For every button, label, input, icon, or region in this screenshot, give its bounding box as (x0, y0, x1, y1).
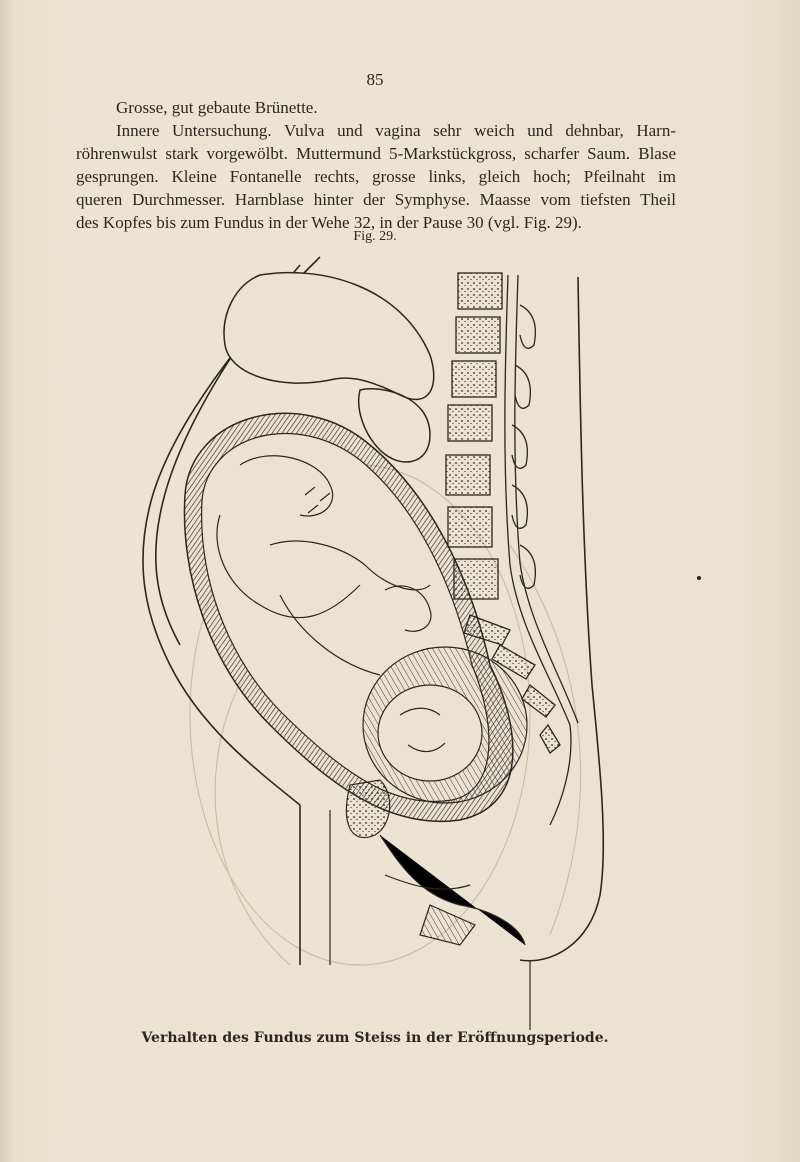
ink-speck (697, 576, 701, 580)
body-paragraph (76, 96, 676, 234)
text-line: Innere Untersuchung. Vulva und vagina sehr weich und dehnbar, Harn- (116, 121, 676, 140)
text-line: röhrenwulst stark vorgewölbt. Muttermund 5-Markstückgross, scharfer Saum. Blase (76, 144, 676, 163)
back-outline (520, 277, 603, 961)
text-line: des Kopfes bis zum Fundus in der Wehe 32, in der Pause 30 (vgl. Fig. 29). (76, 213, 582, 232)
text-line: queren Durchmesser. Harnblase hinter der Symphyse. Maasse vom tiefsten Theil (76, 190, 676, 209)
figure-label: Fig. 29. (353, 229, 397, 244)
figure-caption: Verhalten des Fundus zum Steiss in der Eröffnungsperiode. (141, 1030, 609, 1046)
page-number: 85 (366, 70, 384, 89)
text-line: Grosse, gut gebaute Brünette. (116, 98, 318, 117)
anatomical-figure (130, 245, 630, 1035)
text-line: gesprungen. Kleine Fontanelle rechts, grosse links, gleich hoch; Pfeilnaht im (76, 167, 676, 186)
